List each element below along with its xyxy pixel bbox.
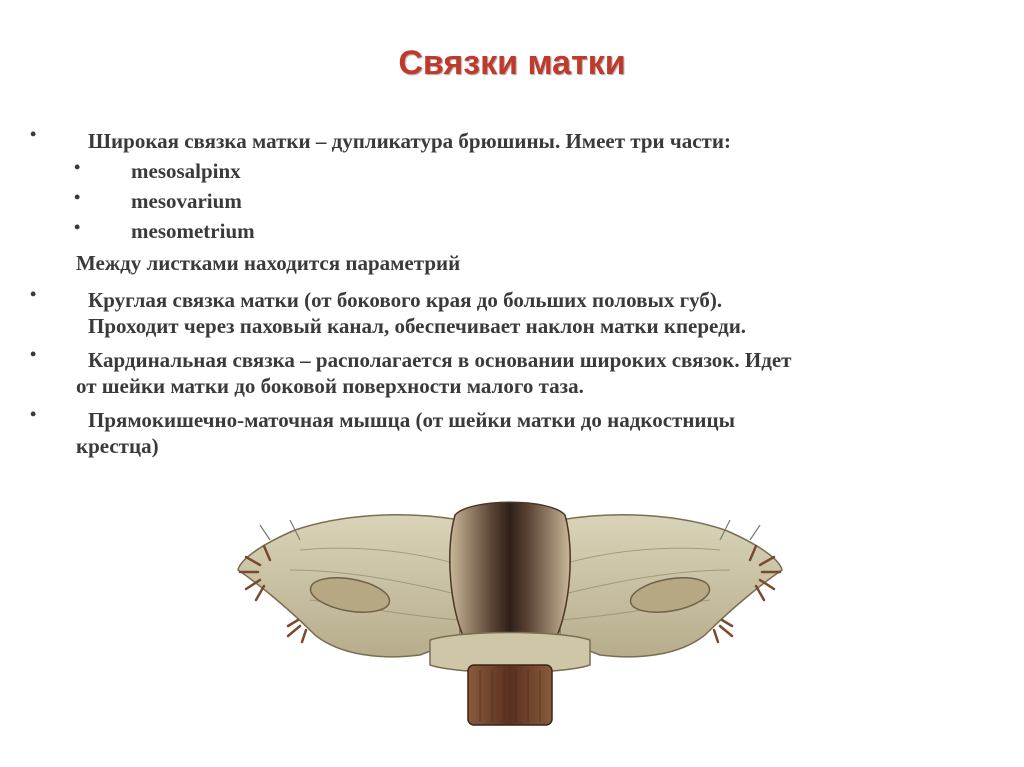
round-ligament-line1: Круглая связка матки (от бокового края до больших половых губ). [88,288,723,312]
bullet-dot: • [30,344,37,364]
bullet-dot: • [30,284,37,304]
part-mesometrium: mesometrium [131,219,255,243]
uterus-ligaments-illustration [230,490,790,750]
cardinal-ligament-line2: от шейки матки до боковой поверхности малого таза. [76,374,584,398]
rectouterine-muscle-line1: Прямокишечно-маточная мышца (от шейки матки до надкостницы [88,408,736,432]
round-ligament-line2: Проходит через паховый канал, обеспечивает наклон матки кпереди. [88,314,747,338]
cervix [468,665,552,725]
parametrium-note: Между листками находится параметрий [76,251,461,275]
part-mesosalpinx: mesosalpinx [131,159,241,183]
rectouterine-muscle-line2: крестца) [76,434,159,458]
bullet-dot: • [74,217,81,237]
cardinal-ligament-line1: Кардинальная связка – располагается в основании широких связок. Идет [88,348,792,372]
uterus-body [450,502,570,640]
bullet-dot: • [74,187,81,207]
bullet-dot: • [74,157,81,177]
bullet-dot: • [30,404,37,424]
bullet-dot: • [30,124,37,144]
slide-title: Связки матки [398,44,626,82]
broad-ligament-heading: Широкая связка матки – дупликатура брюшины. Имеет три части: [88,129,731,153]
part-mesovarium: mesovarium [131,189,242,213]
